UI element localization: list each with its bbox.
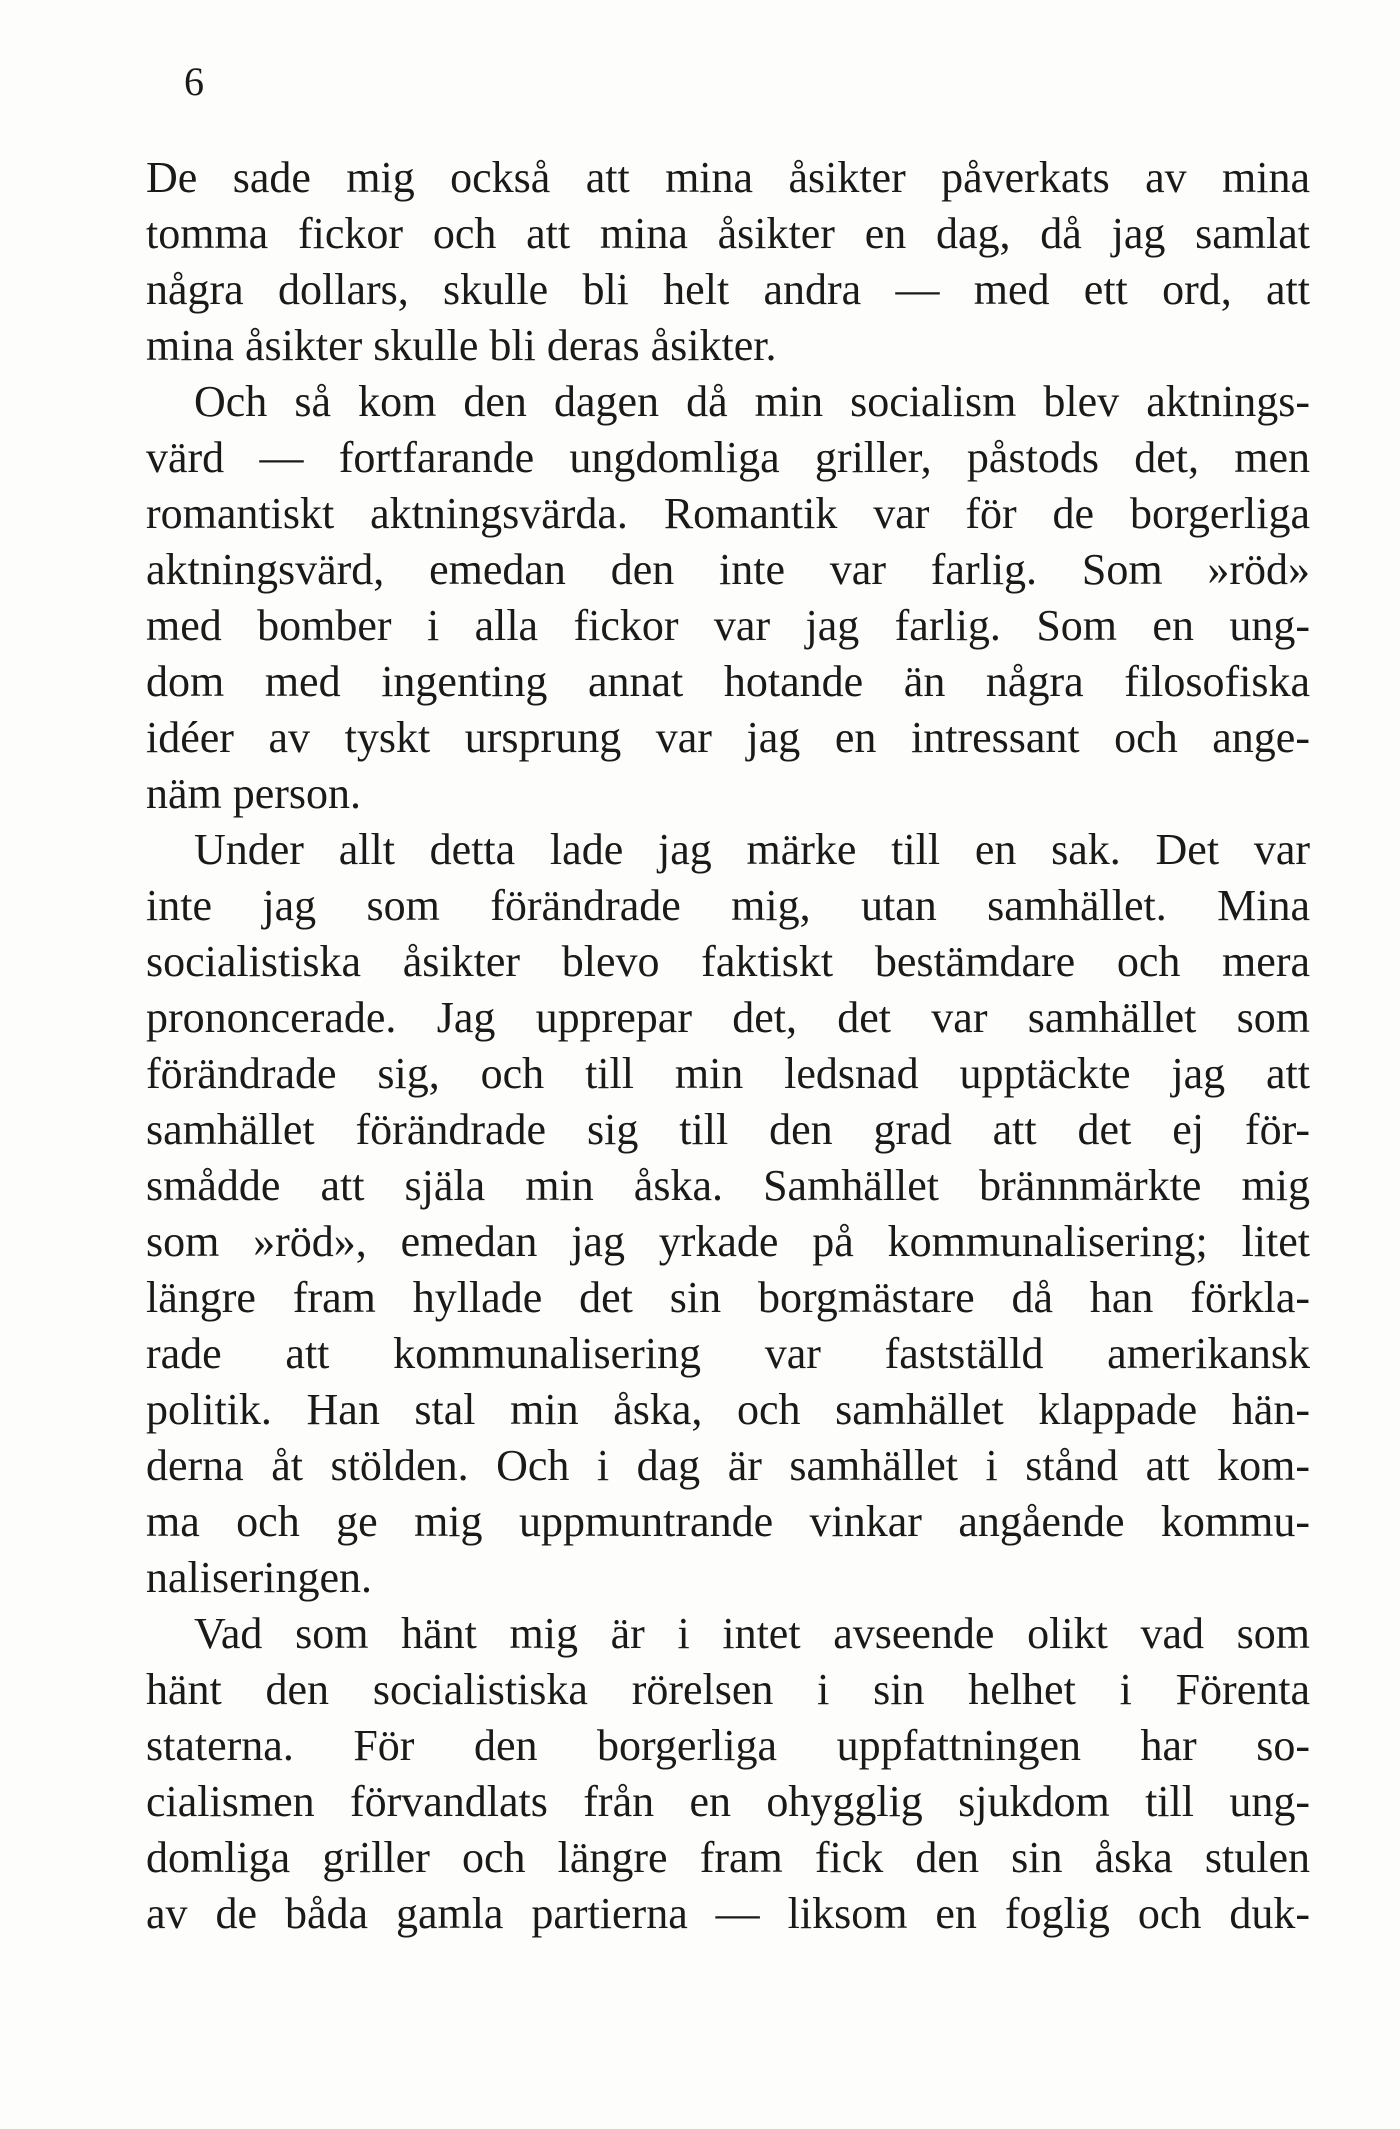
text-line: ma och ge mig uppmuntrande vinkar angående kommu- [146, 1497, 1310, 1546]
body-text [146, 150, 1310, 1942]
text-line: prononcerade. Jag upprepar det, det var samhället som [146, 993, 1310, 1042]
text-line: cialismen förvandlats från en ohygglig sjukdom till ung- [146, 1777, 1310, 1826]
text-line: aktningsvärd, emedan den inte var farlig. Som »röd» [146, 545, 1310, 594]
text-line: Under allt detta lade jag märke till en sak. Det var [194, 825, 1310, 874]
text-line: idéer av tyskt ursprung var jag en intressant och ange- [146, 713, 1310, 762]
text-line: längre fram hyllade det sin borgmästare då han förkla- [146, 1273, 1310, 1322]
text-line: naliseringen. [146, 1553, 373, 1602]
text-line: värd — fortfarande ungdomliga griller, påstods det, men [146, 433, 1310, 482]
text-line: rade att kommunalisering var fastställd amerikansk [146, 1329, 1310, 1378]
text-line: näm person. [146, 769, 362, 818]
text-line: derna åt stölden. Och i dag är samhället i stånd att kom- [146, 1441, 1310, 1490]
text-line: smådde att själa min åska. Samhället brännmärkte mig [146, 1161, 1310, 1210]
text-line: hänt den socialistiska rörelsen i sin helhet i Förenta [146, 1665, 1310, 1714]
text-line: några dollars, skulle bli helt andra — med ett ord, att [146, 265, 1310, 314]
text-line: dom med ingenting annat hotande än några filosofiska [146, 657, 1310, 706]
text-line: som »röd», emedan jag yrkade på kommunalisering; litet [146, 1217, 1310, 1266]
text-line: De sade mig också att mina åsikter påverkats av mina [146, 153, 1310, 202]
text-line: förändrade sig, och till min ledsnad upptäckte jag att [146, 1049, 1310, 1098]
text-line: av de båda gamla partierna — liksom en foglig och duk- [146, 1889, 1310, 1938]
text-line: tomma fickor och att mina åsikter en dag, då jag samlat [146, 209, 1310, 258]
text-line: politik. Han stal min åska, och samhället klappade hän- [146, 1385, 1310, 1434]
text-line: romantiskt aktningsvärda. Romantik var för de borgerliga [146, 489, 1310, 538]
text-line: inte jag som förändrade mig, utan samhället. Mina [146, 881, 1310, 930]
text-line: socialistiska åsikter blevo faktiskt bestämdare och mera [146, 937, 1310, 986]
text-line: domliga griller och längre fram fick den sin åska stulen [146, 1833, 1310, 1882]
text-line: med bomber i alla fickor var jag farlig. Som en ung- [146, 601, 1310, 650]
text-line: Vad som hänt mig är i intet avseende olikt vad som [194, 1609, 1310, 1658]
page-number: 6 [184, 59, 204, 104]
text-line: staterna. För den borgerliga uppfattningen har so- [146, 1721, 1310, 1770]
text-line: samhället förändrade sig till den grad att det ej för- [146, 1105, 1310, 1154]
text-line: Och så kom den dagen då min socialism blev aktnings- [194, 377, 1310, 426]
text-line: mina åsikter skulle bli deras åsikter. [146, 321, 777, 370]
